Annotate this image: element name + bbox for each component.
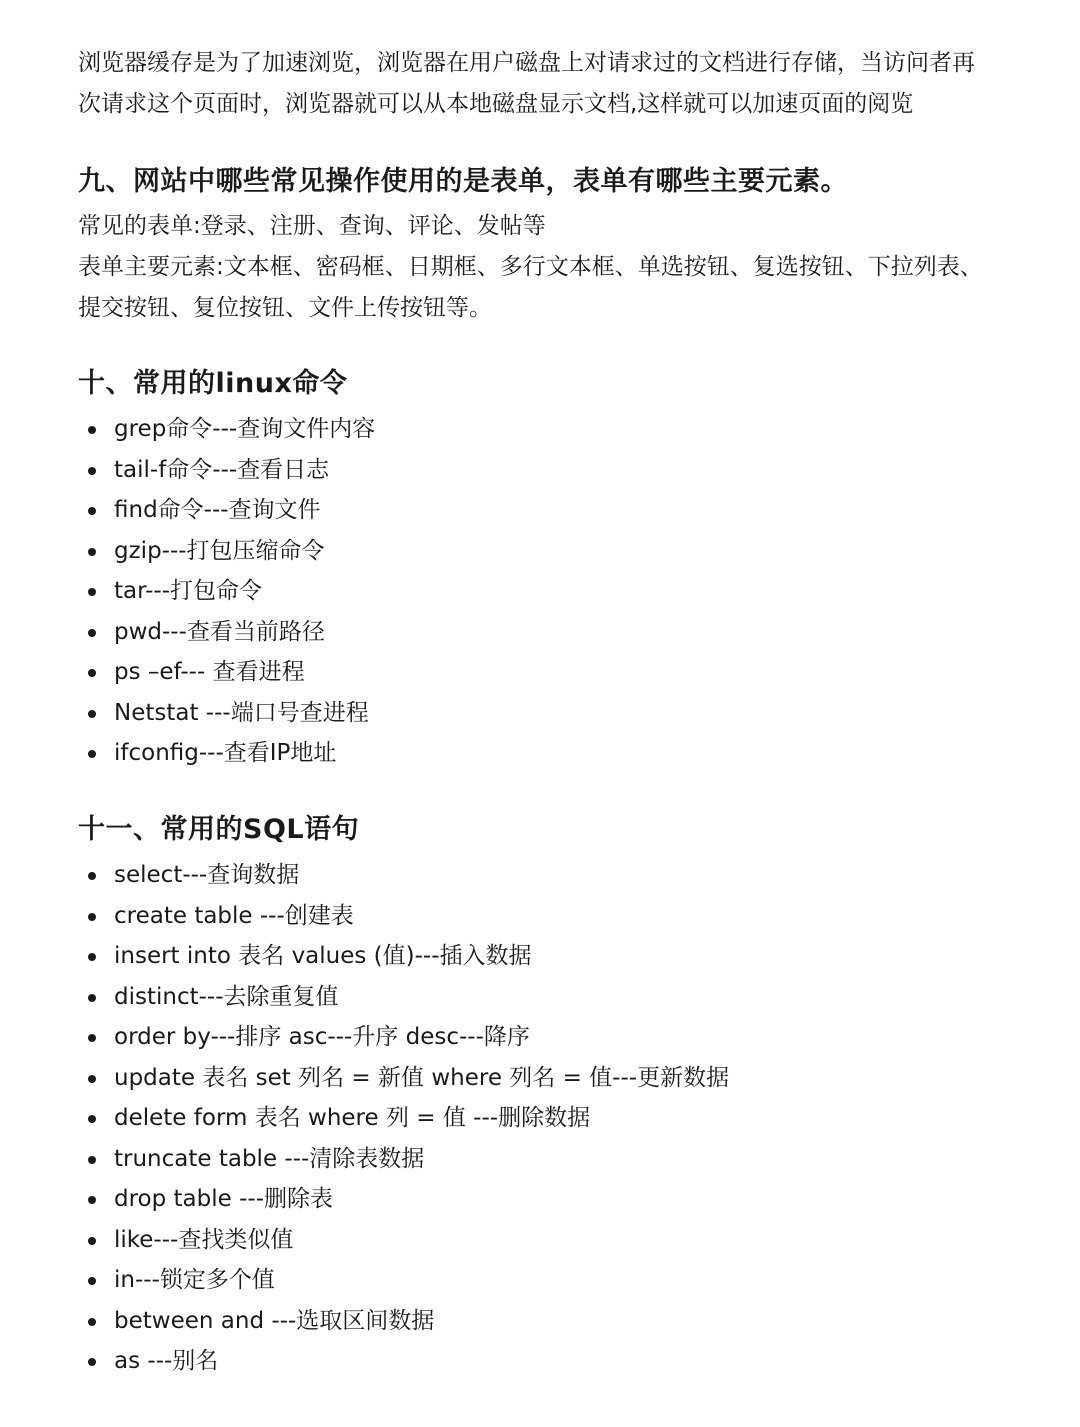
intro-line: 浏览器缓存是为了加速浏览，浏览器在用户磁盘上对请求过的文档进行存储，当访问者再	[78, 50, 975, 76]
list-item	[78, 855, 729, 896]
list-item	[78, 896, 729, 937]
list-item	[78, 733, 375, 774]
list-item-text: tar---打包命令	[114, 578, 262, 604]
list-item-text: grep命令---查询文件内容	[114, 416, 376, 442]
bullet-icon	[88, 1237, 96, 1245]
list-item	[78, 490, 375, 531]
bullet-icon	[88, 629, 96, 637]
list-item	[78, 1139, 729, 1180]
list-item-text: update 表名 set 列名 = 新值 where 列名 = 值---更新数据	[114, 1064, 730, 1091]
section-9-paragraph	[78, 206, 1008, 329]
list-item	[78, 1301, 729, 1342]
list-item-text: ifconfig---查看IP地址	[114, 740, 337, 766]
section-9-line: 常见的表单:登录、注册、查询、评论、发帖等	[78, 213, 546, 239]
list-item	[78, 1341, 729, 1382]
bullet-icon	[88, 467, 96, 475]
list-item-text: ps –ef--- 查看进程	[114, 659, 305, 685]
list-item-text: pwd---查看当前路径	[114, 618, 325, 645]
bullet-icon	[88, 507, 96, 515]
list-item	[78, 1017, 729, 1058]
bullet-icon	[88, 1196, 96, 1204]
list-item	[78, 1098, 729, 1139]
bullet-icon	[88, 994, 96, 1002]
bullet-icon	[88, 710, 96, 718]
list-item-text: between and ---选取区间数据	[114, 1307, 435, 1334]
bullet-icon	[88, 1277, 96, 1285]
list-item-text: create table ---创建表	[114, 902, 354, 929]
bullet-icon	[88, 1034, 96, 1042]
section-10-heading: 十、常用的linux命令	[78, 368, 348, 399]
list-item	[78, 1260, 729, 1301]
list-item-text: tail-f命令---查看日志	[114, 456, 330, 483]
bullet-icon	[88, 588, 96, 596]
list-item-text: like---查找类似值	[114, 1226, 294, 1253]
list-item-text: insert into 表名 values (值)---插入数据	[114, 943, 532, 969]
list-item-text: as ---别名	[114, 1348, 219, 1374]
section-9-heading: 九、网站中哪些常见操作使用的是表单，表单有哪些主要元素。	[78, 166, 848, 197]
intro-line: 次请求这个页面时，浏览器就可以从本地磁盘显示文档,这样就可以加速页面的阅览	[78, 91, 914, 117]
list-item-text: order by---排序 asc---升序 desc---降序	[114, 1024, 530, 1050]
list-item	[78, 531, 375, 572]
list-item	[78, 652, 375, 693]
bullet-icon	[88, 426, 96, 434]
bullet-icon	[88, 1075, 96, 1083]
section-9-line: 提交按钮、复位按钮、文件上传按钮等。	[78, 295, 492, 321]
list-item-text: in---锁定多个值	[114, 1267, 275, 1293]
list-item	[78, 450, 375, 491]
bullet-icon	[88, 669, 96, 677]
section-11-heading: 十一、常用的SQL语句	[78, 814, 360, 845]
list-item-text: truncate table ---清除表数据	[114, 1145, 425, 1172]
section-9-line: 表单主要元素:文本框、密码框、日期框、多行文本框、单选按钮、复选按钮、下拉列表、	[78, 254, 983, 280]
list-item	[78, 936, 729, 977]
bullet-icon	[88, 1115, 96, 1123]
list-item-text: Netstat ---端口号查进程	[114, 699, 369, 726]
bullet-icon	[88, 548, 96, 556]
list-item	[78, 612, 375, 653]
list-item-text: select---查询数据	[114, 862, 300, 888]
list-item-text: drop table ---删除表	[114, 1186, 333, 1212]
list-item	[78, 409, 375, 450]
bullet-icon	[88, 872, 96, 880]
bullet-icon	[88, 1358, 96, 1366]
list-item-text: gzip---打包压缩命令	[114, 537, 325, 564]
list-item-text: delete form 表名 where 列 = 值 ---删除数据	[114, 1105, 591, 1131]
bullet-icon	[88, 1318, 96, 1326]
bullet-icon	[88, 750, 96, 758]
list-item	[78, 977, 729, 1018]
list-item-text: find命令---查询文件	[114, 497, 321, 523]
bullet-icon	[88, 913, 96, 921]
list-item	[78, 693, 375, 734]
list-item	[78, 571, 375, 612]
list-item	[78, 1220, 729, 1261]
list-item-text: distinct---去除重复值	[114, 983, 339, 1010]
intro-paragraph	[78, 43, 1008, 125]
list-item	[78, 1179, 729, 1220]
bullet-icon	[88, 1156, 96, 1164]
list-item	[78, 1058, 729, 1099]
bullet-icon	[88, 953, 96, 961]
sql-statement-list	[78, 855, 729, 1382]
linux-command-list	[78, 409, 375, 774]
